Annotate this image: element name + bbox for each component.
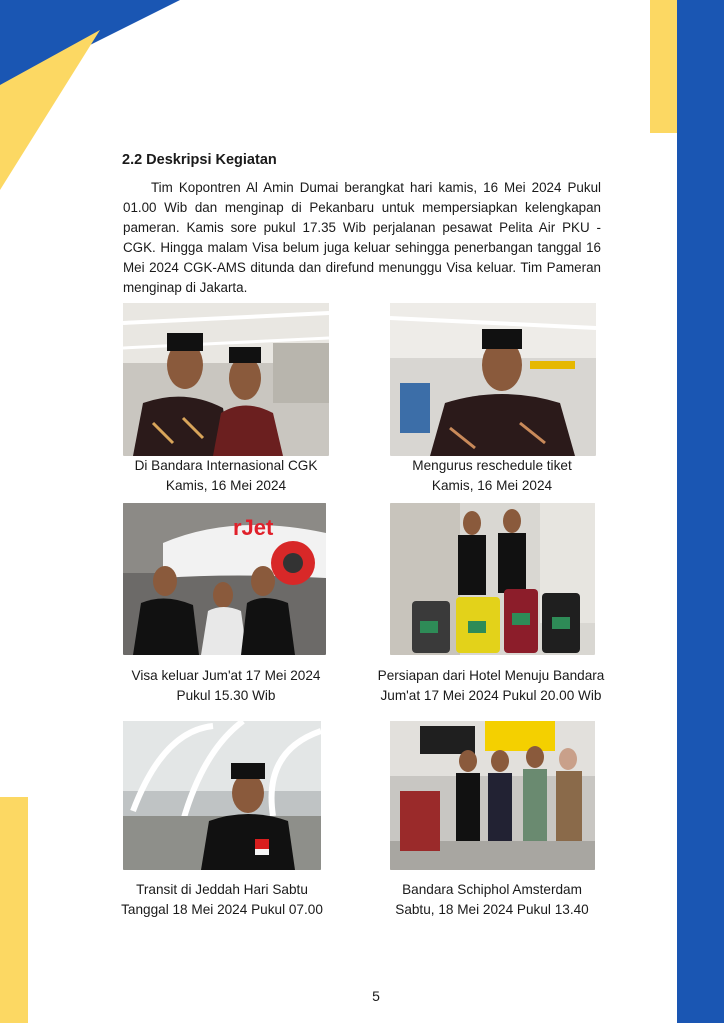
- right-blue-band: [677, 0, 724, 1023]
- photo-caption: Persiapan dari Hotel Menuju Bandara Jum'at 17 Mei 2024 Pukul 20.00 Wib: [377, 668, 605, 703]
- photo-caption: Di Bandara Internasional CGK Kamis, 16 Mei 2024: [134, 458, 318, 493]
- photo-hotel-departure: [390, 503, 595, 655]
- photo-cgk-airport: [123, 303, 329, 456]
- photo-visa-issued: [123, 503, 326, 655]
- svg-text:rJet: rJet: [233, 515, 274, 540]
- photo-reschedule-ticket: [390, 303, 596, 456]
- photo-caption: Bandara Schiphol Amsterdam Sabtu, 18 Mei 2024 Pukul 13.40: [395, 882, 589, 917]
- photo-jeddah-transit: [123, 721, 321, 870]
- photo-caption: Mengurus reschedule tiket Kamis, 16 Mei 2024: [412, 458, 572, 493]
- right-yellow-band: [650, 0, 677, 133]
- photo-schiphol-airport: [390, 721, 595, 870]
- photo-caption: Visa keluar Jum'at 17 Mei 2024 Pukul 15.30 Wib: [131, 668, 321, 703]
- page-number: 5: [372, 988, 380, 1004]
- section-heading: 2.2 Deskripsi Kegiatan: [122, 152, 277, 168]
- corner-yellow-decoration: [0, 30, 100, 190]
- section-paragraph: Tim Kopontren Al Amin Dumai berangkat hari kamis, 16 Mei 2024 Pukul 01.00 Wib dan menginap di Pekanbaru untuk mempersiapkan kelengkapan pameran. Kamis sore pukul 17.35 Wib perjalanan pesawat Pelita Air PKU - CGK. Hingga malam Visa belum juga keluar sehingga penerbangan tanggal 16 Mei 2024 CGK-AMS ditunda dan direfund menunggu Visa keluar. Tim Pameran menginap di Jakarta.: [123, 180, 601, 295]
- photo-caption: Transit di Jeddah Hari Sabtu Tanggal 18 Mei 2024 Pukul 07.00: [121, 882, 323, 917]
